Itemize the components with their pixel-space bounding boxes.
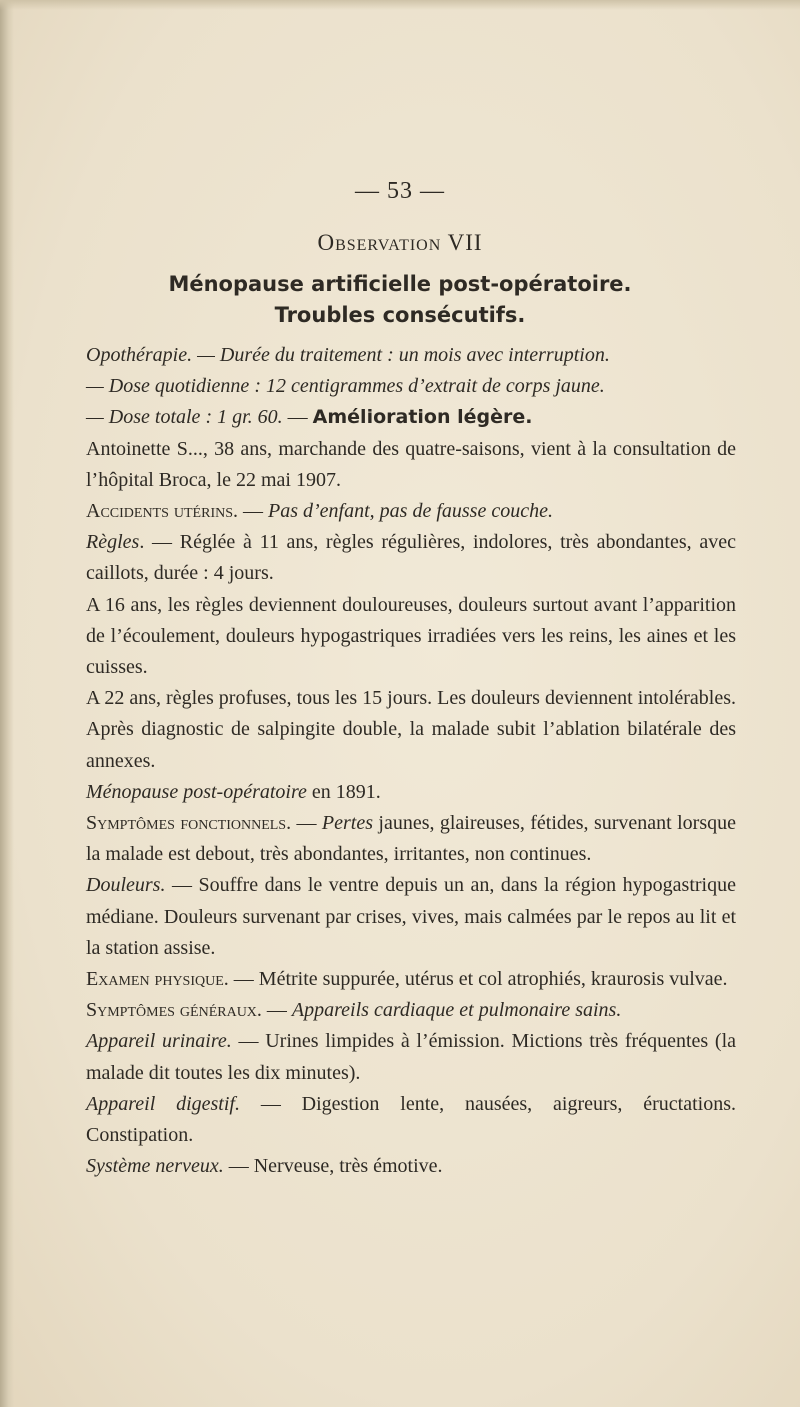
paragraph-symptomes-fonctionnels: Symptômes fonctionnels. — Pertes jaunes, glaireuses, fétides, survenant lorsque la malade est debout, très abondantes, irritantes, non continues. xyxy=(86,812,736,866)
paragraph-16-ans: A 16 ans, les règles deviennent douloureuses, douleurs surtout avant l’apparition de l’écoulement, douleurs hypogastriques irradiées vers les reins, les aines et les cuisses. xyxy=(86,593,736,679)
paragraph-appareil-urinaire: Appareil urinaire. — Urines limpides à l’émission. Mictions très fréquentes (la malade dit toutes les dix minutes). xyxy=(86,1030,736,1084)
paragraph-22-ans: A 22 ans, règles profuses, tous les 15 jours. Les douleurs deviennent intolérables. Après diagnostic de salpingite double, la malade subit l’ablation bilatérale des annexes. xyxy=(86,687,736,772)
subtitle-line-1: Ménopause artificielle post-opératoire. xyxy=(168,272,632,296)
page-number: — 53 — xyxy=(355,178,445,204)
treatment-line-2: — Dose quotidienne : 12 centigrammes d’extrait de corps jaune. xyxy=(86,375,605,398)
paragraph-systeme-nerveux: Système nerveux. — Nerveuse, très émotive. xyxy=(86,1155,443,1178)
page-edge-shadow xyxy=(0,0,14,1407)
observation-title: Observation VII xyxy=(317,230,483,255)
paragraph-symptomes-generaux: Symptômes généraux. — Appareils cardiaque et pulmonaire sains. xyxy=(86,999,622,1022)
page-top-shadow xyxy=(0,0,800,10)
body-text xyxy=(86,340,736,1182)
subtitle-line-2: Troubles consécutifs. xyxy=(274,303,526,327)
paragraph-appareil-digestif: Appareil digestif. — Digestion lente, nausées, aigreurs, éructations. Constipation. xyxy=(86,1092,737,1147)
paragraph-douleurs: Douleurs. — Souffre dans le ventre depuis un an, dans la région hypogastrique médiane. Douleurs survenant par crises, vives, mais calmées par le repos au lit et la station assise. xyxy=(86,874,736,959)
paragraph-patient: Antoinette S..., 38 ans, marchande des quatre-saisons, vient à la consultation de l’hôpital Broca, le 22 mai 1907. xyxy=(86,437,736,491)
paragraph-accidents: Accidents utérins. — Pas d’enfant, pas de fausse couche. xyxy=(86,500,553,523)
treatment-line-3: — Dose totale : 1 gr. 60. — Amélioration légère. xyxy=(86,406,533,429)
paragraph-menopause: Ménopause post-opératoire en 1891. xyxy=(86,780,381,803)
treatment-line-1: Opothérapie. — Durée du traitement : un mois avec interruption. xyxy=(86,344,610,366)
paragraph-examen-physique: Examen physique. — Métrite suppurée, utérus et col atrophiés, kraurosis vulvae. xyxy=(86,968,728,991)
paragraph-regles: Règles. — Réglée à 11 ans, règles régulières, indolores, très abondantes, avec caillots, durée : 4 jours. xyxy=(86,531,736,585)
